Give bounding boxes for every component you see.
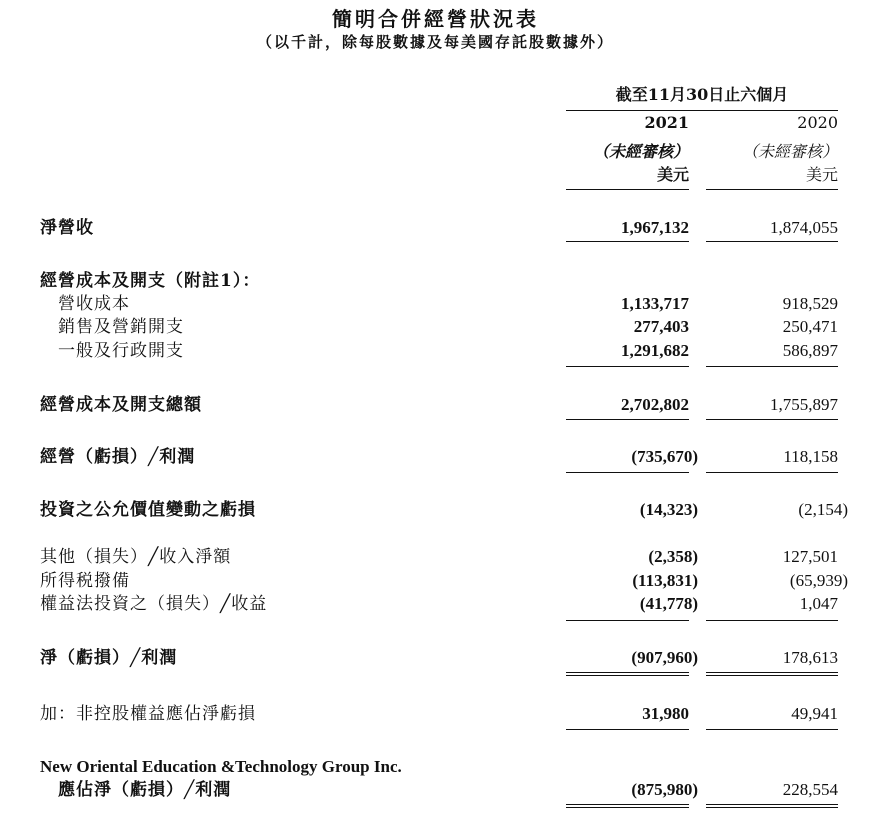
row-operating-result-label: 經營（虧損）╱利潤 xyxy=(40,447,196,467)
row-cost-of-revenue-label: 營收成本 xyxy=(58,294,130,314)
row-net-revenue-b: 1,874,055 xyxy=(770,218,838,237)
row-fair-value-b: (2,154) xyxy=(798,500,848,519)
row-attrib-b: 228,554 xyxy=(782,780,838,799)
attrib-double-underline-a xyxy=(566,804,689,808)
col-a-header-underline xyxy=(566,189,689,190)
period-underline xyxy=(566,110,838,111)
row-nci-b: 49,941 xyxy=(791,704,838,723)
row-selling-label: 銷售及營銷開支 xyxy=(58,317,184,337)
row-cost-of-revenue-a: 1,133,717 xyxy=(621,294,689,313)
row-equity-method-b: 1,047 xyxy=(799,594,838,613)
total-opex-underline-a xyxy=(566,419,689,420)
row-company-name: New Oriental Education &Technology Group Inc. xyxy=(40,757,402,776)
row-total-opex-b: 1,755,897 xyxy=(770,395,838,414)
col-b-header-underline xyxy=(706,189,838,190)
equity-underline-b xyxy=(706,620,838,621)
nci-underline-b xyxy=(706,729,838,730)
row-attrib-label: 應佔淨（虧損）╱利潤 xyxy=(58,780,232,800)
row-general-admin-label: 一般及行政開支 xyxy=(58,341,184,361)
row-attrib-a: (875,980) xyxy=(631,780,698,799)
row-net-revenue-label: 淨營收 xyxy=(40,218,94,238)
operating-underline-a xyxy=(566,472,689,473)
row-fair-value-label: 投資之公允價值變動之虧損 xyxy=(40,500,256,520)
col-b-audit: （未經審核） xyxy=(741,142,838,161)
row-other-income-a: (2,358) xyxy=(648,547,698,566)
row-fair-value-a: (14,323) xyxy=(639,500,698,519)
col-a-audit: （未經審核） xyxy=(592,142,689,161)
row-cost-of-revenue-b: 918,529 xyxy=(782,294,838,313)
col-a-currency: 美元 xyxy=(656,165,689,184)
net-result-double-underline-a xyxy=(566,672,689,676)
total-opex-underline-b xyxy=(706,419,838,420)
row-equity-method-a: (41,778) xyxy=(639,594,698,613)
period-header: 截至11月30日止六個月 xyxy=(615,85,789,104)
opex-underline-b xyxy=(706,366,838,367)
row-income-tax-label: 所得税撥備 xyxy=(40,571,130,591)
equity-underline-a xyxy=(566,620,689,621)
row-net-result-a: (907,960) xyxy=(631,648,698,667)
row-income-tax-b: (65,939) xyxy=(789,571,848,590)
row-selling-a: 277,403 xyxy=(633,317,689,336)
statement-subtitle: （以千計，除每股數據及每美國存託股數據外） xyxy=(256,33,614,51)
nci-underline-a xyxy=(566,729,689,730)
attrib-double-underline-b xyxy=(706,804,838,808)
row-income-tax-a: (113,831) xyxy=(632,571,698,590)
net-revenue-underline-b xyxy=(706,241,838,242)
row-nci-label: 加：非控股權益應佔淨虧損 xyxy=(40,704,256,724)
col-b-year: 2020 xyxy=(797,113,838,132)
row-equity-method-label: 權益法投資之（損失）╱收益 xyxy=(40,594,268,614)
row-net-result-b: 178,613 xyxy=(782,648,838,667)
statement-title: 簡明合併經營狀況表 xyxy=(332,7,539,31)
row-general-admin-b: 586,897 xyxy=(782,341,838,360)
row-operating-result-b: 118,158 xyxy=(783,447,838,466)
row-total-opex-a: 2,702,802 xyxy=(621,395,689,414)
col-b-currency: 美元 xyxy=(805,165,838,184)
row-net-revenue-a: 1,967,132 xyxy=(621,218,689,237)
row-other-income-label: 其他（損失）╱收入淨額 xyxy=(40,547,232,567)
row-total-opex-label: 經營成本及開支總額 xyxy=(40,395,202,415)
net-revenue-underline-a xyxy=(566,241,689,242)
row-selling-b: 250,471 xyxy=(782,317,838,336)
row-operating-result-a: (735,670) xyxy=(631,447,698,466)
col-a-year: 2021 xyxy=(644,113,689,132)
net-result-double-underline-b xyxy=(706,672,838,676)
row-opex-heading: 經營成本及開支（附註1）： xyxy=(40,271,261,291)
row-general-admin-a: 1,291,682 xyxy=(621,341,689,360)
row-other-income-b: 127,501 xyxy=(782,547,838,566)
row-net-result-label: 淨（虧損）╱利潤 xyxy=(40,648,178,668)
opex-underline-a xyxy=(566,366,689,367)
row-nci-a: 31,980 xyxy=(642,704,689,723)
operating-underline-b xyxy=(706,472,838,473)
